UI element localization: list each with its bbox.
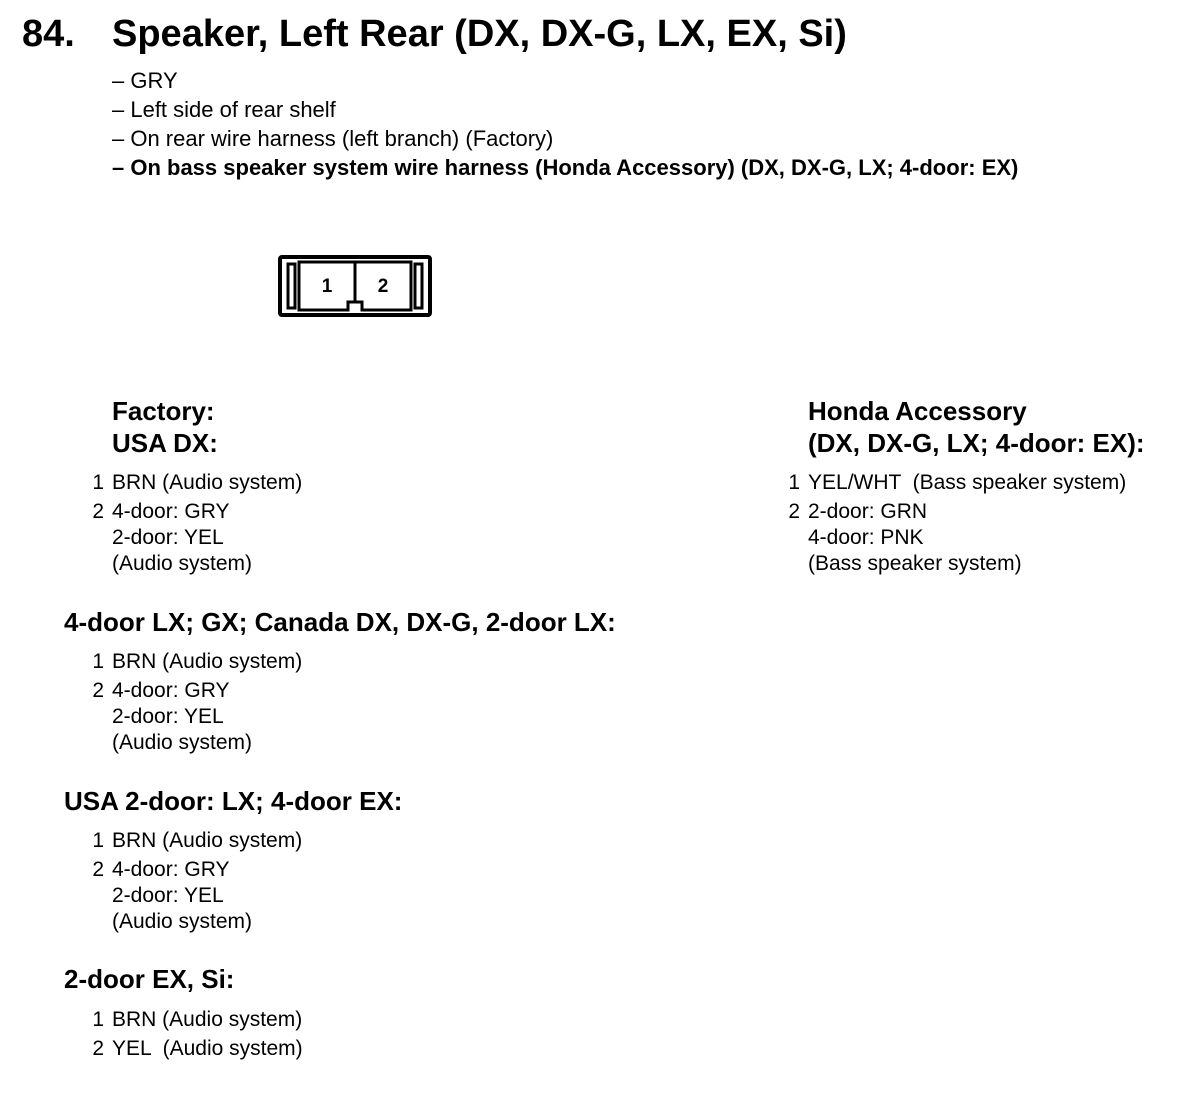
pin-description: 4-door: GRY [112,679,230,702]
pin-description: 4-door: GRY [112,858,230,881]
section-title: Factory: [112,396,215,426]
section-factory-usa-dx [112,395,218,459]
section-title-lx-gx-canada: 4-door LX; GX; Canada DX, DX-G, 2-door LX: [64,607,616,637]
pin-description: 4-door: PNK [808,526,924,549]
pin-row [786,499,1186,579]
pin-description: (Audio system) [112,731,253,754]
connector-right-latch [415,264,422,308]
pin-row [90,649,490,678]
attribute-line: – On rear wire harness (left branch) (Factory) [112,126,554,151]
section-title: (DX, DX-G, LX; 4-door: EX): [808,428,1145,458]
pin-description: 2-door: YEL [112,526,224,549]
section-title: Honda Accessory [808,396,1027,426]
pin-description: BRN (Audio system) [112,1008,303,1031]
pin-number: 1 [92,650,104,673]
pin-description: (Audio system) [112,910,253,933]
connector-diagram [278,255,432,317]
pin-list-factory-usa-dx [90,470,490,579]
pin-row [90,828,490,857]
connector-pin-2: 2 [377,276,389,297]
connector-left-latch [288,264,295,308]
pin-list-usa-lx-ex [90,828,490,937]
attribute-line: – On bass speaker system wire harness (Honda Accessory) (DX, DX-G, LX; 4-door: EX) [112,155,1019,180]
pin-list-honda-accessory [786,470,1186,579]
pin-number: 1 [92,829,104,852]
attribute-line: – GRY [112,68,178,93]
component-title: Speaker, Left Rear (DX, DX-G, LX, EX, Si) [112,13,847,55]
pin-list-lx-gx-canada [90,649,490,758]
pin-description: 2-door: YEL [112,884,224,907]
pin-row [90,1007,490,1036]
pin-number: 2 [92,500,104,523]
pin-number: 1 [92,1008,104,1031]
pin-description: YEL/WHT (Bass speaker system) [808,471,1127,494]
pin-description: BRN (Audio system) [112,471,303,494]
pin-description: BRN (Audio system) [112,650,303,673]
pin-row [90,499,490,579]
pin-description: 4-door: GRY [112,500,230,523]
section-title-usa-lx-ex: USA 2-door: LX; 4-door EX: [64,786,403,816]
pin-number: 1 [92,471,104,494]
section-title: USA DX: [112,428,218,458]
section-title-ex-si: 2-door EX, Si: [64,964,235,994]
connector-pin-1: 1 [321,276,333,297]
pin-row [90,678,490,758]
component-number: 84. [22,13,75,55]
pin-number: 2 [92,679,104,702]
pin-row [90,1036,490,1065]
pin-number: 2 [92,1037,104,1060]
pin-description: BRN (Audio system) [112,829,303,852]
pin-description: 2-door: YEL [112,705,224,728]
pin-number: 2 [92,858,104,881]
pin-description: YEL (Audio system) [112,1037,303,1060]
pin-row [90,470,490,499]
pin-number: 1 [788,471,800,494]
pin-description: (Bass speaker system) [808,552,1022,575]
component-attributes [112,66,1018,182]
attribute-line: – Left side of rear shelf [112,97,336,122]
pin-list-ex-si [90,1007,490,1065]
pin-row [90,857,490,937]
pin-number: 2 [788,500,800,523]
pin-description: 2-door: GRN [808,500,928,523]
section-honda-accessory [808,395,1145,459]
pin-row [786,470,1186,499]
pin-description: (Audio system) [112,552,253,575]
